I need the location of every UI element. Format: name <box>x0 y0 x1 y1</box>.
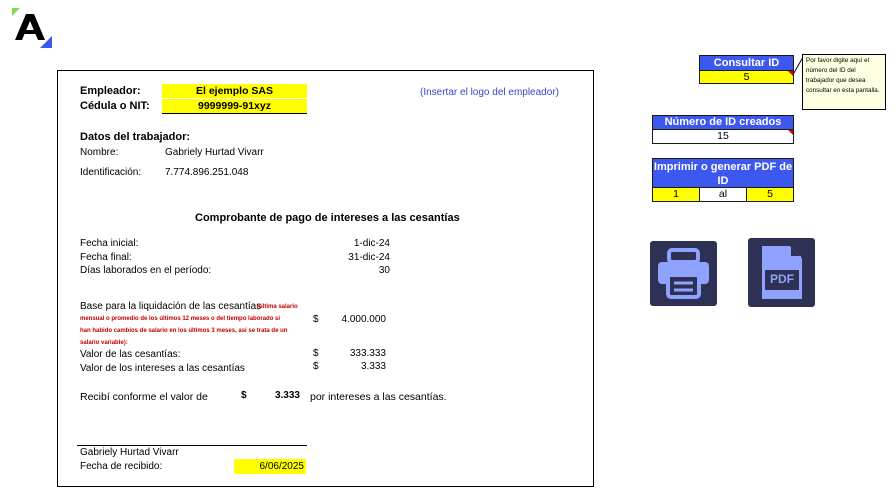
cesantias-currency: $ <box>313 348 319 359</box>
worker-name-label: Nombre: <box>80 147 119 158</box>
base-note-1: (última salario <box>257 304 298 310</box>
received-date-label: Fecha de recibido: <box>80 461 163 472</box>
worker-name-value: Gabriely Hurtad Vivarr <box>165 147 264 158</box>
comment-marker-icon <box>788 130 793 135</box>
signature-name: Gabriely Hurtad Vivarr <box>80 447 179 458</box>
print-from-input[interactable]: 1 <box>652 188 700 202</box>
signature-line <box>77 445 307 446</box>
received-date-value[interactable]: 6/06/2025 <box>234 459 306 474</box>
cesantias-value: 333.333 <box>349 348 386 359</box>
worker-id-label: Identificación: <box>80 167 142 178</box>
cesantias-label: Valor de las cesantías: <box>80 349 181 360</box>
worker-id-value: 7.774.896.251.048 <box>165 167 249 178</box>
pdf-label: PDF <box>770 272 794 286</box>
end-date-value: 31-dic-24 <box>348 252 390 263</box>
start-date-value: 1-dic-24 <box>353 238 390 249</box>
created-ids-value: 15 <box>652 130 794 144</box>
consult-id-tooltip: Por favor digite aquí el número del ID del trabajador que desea consultar en esta pantalla. <box>802 54 886 110</box>
print-range-title: Imprimir o generar PDF de ID <box>652 158 794 188</box>
print-to-input[interactable]: 5 <box>746 188 794 202</box>
print-range-separator: al <box>700 188 746 202</box>
print-button[interactable] <box>650 241 717 306</box>
consult-id-input[interactable]: 5 <box>699 71 794 84</box>
base-value: 4.000.000 <box>341 314 386 325</box>
logo-hint: (Insertar el logo del empleador) <box>420 87 559 98</box>
worker-section-title: Datos del trabajador: <box>80 131 191 143</box>
nit-value[interactable]: 9999999-91xyz <box>162 99 307 114</box>
received-prefix: Recibí conforme el valor de <box>80 391 208 403</box>
nit-label: Cédula o NIT: <box>80 100 150 112</box>
interest-currency: $ <box>313 361 319 372</box>
interest-label: Valor de los intereses a las cesantías <box>80 363 245 374</box>
days-label: Días laborados en el período: <box>80 265 212 276</box>
base-note-4: salario variable): <box>80 340 128 346</box>
printer-icon <box>650 241 717 306</box>
consult-id-title: Consultar ID <box>699 55 794 71</box>
employer-label: Empleador: <box>80 85 141 97</box>
base-label: Base para la liquidación de las cesantías <box>80 301 262 312</box>
receipt-title: Comprobante de pago de intereses a las cesantías <box>195 212 460 224</box>
start-date-label: Fecha inicial: <box>80 238 139 249</box>
base-note-2: mensual o promedio de los últimos 12 meses o del tiempo laborado si <box>80 316 281 322</box>
days-value: 30 <box>378 265 390 276</box>
interest-value: 3.333 <box>360 361 386 372</box>
received-suffix: por intereses a las cesantías. <box>310 391 447 403</box>
base-currency: $ <box>313 314 319 325</box>
base-note-3: han habido cambios de salario en los últimos 3 meses, así se trata de un <box>80 328 288 334</box>
received-value: 3.333 <box>274 390 300 401</box>
employer-value[interactable]: El ejemplo SAS <box>162 84 307 98</box>
created-ids-title: Número de ID creados <box>652 115 794 130</box>
pdf-button[interactable] <box>748 238 815 307</box>
received-currency: $ <box>241 390 247 401</box>
end-date-label: Fecha final: <box>80 252 132 263</box>
brand-logo-icon <box>12 8 52 48</box>
